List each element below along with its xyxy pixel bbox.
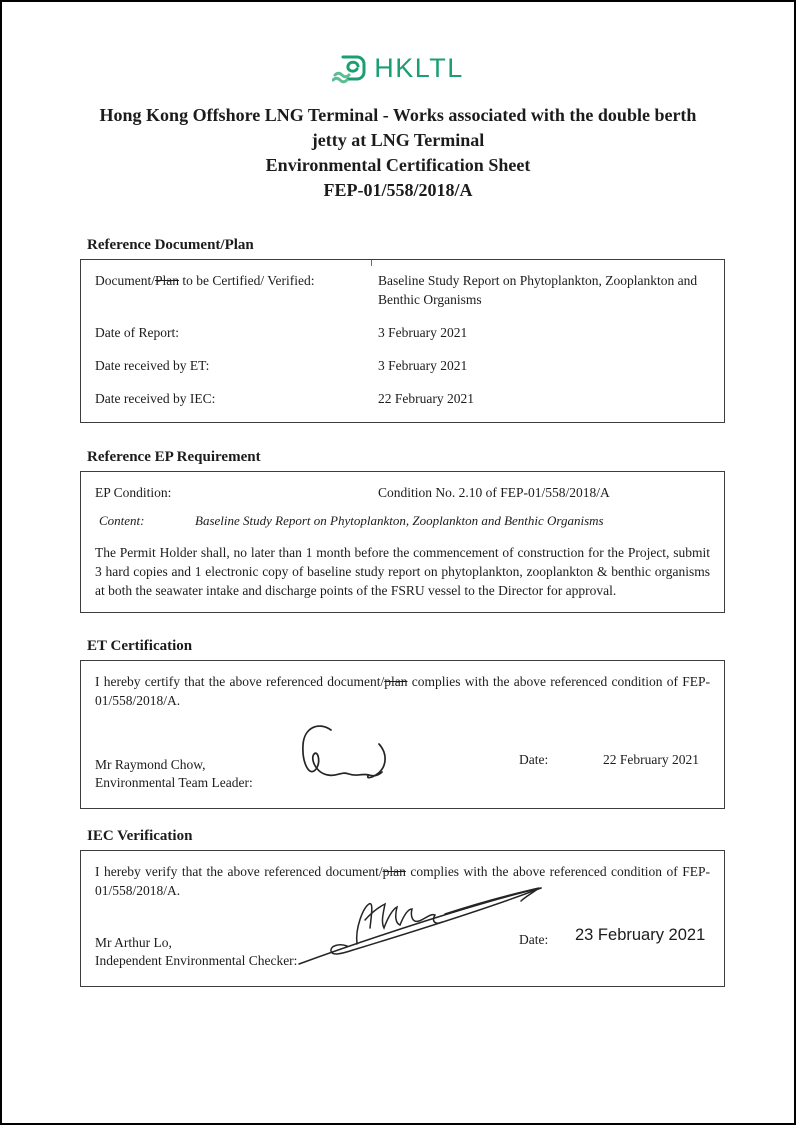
hkltl-leaf-wave-icon xyxy=(332,52,368,84)
et-statement-struck: plan xyxy=(384,674,408,689)
table-row-date-of-report xyxy=(95,323,710,342)
et-signatory-title: Environmental Team Leader: xyxy=(95,775,253,790)
iec-date-label: Date: xyxy=(519,932,549,947)
document-label xyxy=(95,271,378,309)
iec-statement-prefix: I hereby verify that the above referenced document/ xyxy=(95,864,383,879)
iec-signatory-title: Independent Environmental Checker: xyxy=(95,953,298,968)
reference-document-table xyxy=(80,259,725,423)
logo-row xyxy=(2,2,794,89)
table-row-document xyxy=(95,271,710,309)
et-certification-box xyxy=(80,660,725,809)
et-statement-prefix: I hereby certify that the above referenced document/ xyxy=(95,674,385,689)
content-value: Baseline Study Report on Phytoplankton, Zooplankton and Benthic Organisms xyxy=(195,513,604,528)
table-row-date-received-et xyxy=(95,356,710,375)
hkltl-logo-text: HKLTL xyxy=(374,52,464,83)
et-signatory xyxy=(95,756,253,792)
et-signature-image xyxy=(271,720,396,794)
et-date-label: Date: xyxy=(519,752,549,767)
content-row xyxy=(95,511,710,530)
document-title-line-1: Hong Kong Offshore LNG Terminal - Works associated with the double berth xyxy=(99,105,697,125)
date-of-report-label: Date of Report: xyxy=(95,325,179,340)
section-heading-reference-document: Reference Document/Plan xyxy=(87,237,254,253)
section-heading-iec-verification: IEC Verification xyxy=(87,828,193,844)
et-certification-statement xyxy=(95,672,710,710)
date-received-iec-label: Date received by IEC: xyxy=(95,391,216,406)
iec-signatory-name: Mr Arthur Lo, xyxy=(95,935,172,950)
ep-requirement-description: The Permit Holder shall, no later than 1 month before the commencement of construction for the Project, submit 3 hard copies and 1 electronic copy of baseline study report on phytoplankton, zooplankton & benthic organisms at both the seawater intake and discharge points of the FSRU vessel to the Director for approval. xyxy=(95,545,710,598)
iec-signatory xyxy=(95,934,297,970)
document-title-line-2: jetty at LNG Terminal xyxy=(311,130,485,150)
document-label-prefix: Document/ xyxy=(95,273,155,288)
table-row-date-received-iec xyxy=(95,389,710,408)
et-date-value: 22 February 2021 xyxy=(603,752,699,767)
document-title-line-3: Environmental Certification Sheet xyxy=(265,155,531,175)
et-statement-suffix: complies with the above referenced condition of FEP-01/558/2018/A. xyxy=(95,674,710,708)
date-received-iec-value: 22 February 2021 xyxy=(378,391,474,406)
date-received-et-value: 3 February 2021 xyxy=(378,358,468,373)
document-value: Baseline Study Report on Phytoplankton, Zooplankton and Benthic Organisms xyxy=(378,273,698,307)
iec-signature-image xyxy=(295,870,545,970)
et-signature-row xyxy=(95,718,710,796)
hkltl-logo xyxy=(332,52,464,84)
iec-statement-suffix: complies with the above referenced condition of FEP-01/558/2018/A. xyxy=(95,864,710,898)
iec-verification-box xyxy=(80,850,725,987)
section-heading-et-certification: ET Certification xyxy=(87,638,193,654)
ep-condition-row xyxy=(95,483,710,502)
ep-requirement-box xyxy=(80,471,725,613)
document-label-suffix: to be Certified/ Verified: xyxy=(179,273,315,288)
et-signatory-name: Mr Raymond Chow, xyxy=(95,757,206,772)
iec-statement-struck: plan xyxy=(382,864,406,879)
iec-signature-row xyxy=(95,902,710,974)
date-received-et-label: Date received by ET: xyxy=(95,358,210,373)
section-heading-ep-requirement: Reference EP Requirement xyxy=(87,449,261,465)
iec-date-value: 23 February 2021 xyxy=(575,926,706,944)
document-title-line-4: FEP-01/558/2018/A xyxy=(323,180,473,200)
column-divider-tick xyxy=(371,260,372,266)
document-label-struck: Plan xyxy=(155,273,180,288)
ep-condition-value: Condition No. 2.10 of FEP-01/558/2018/A xyxy=(378,485,610,500)
document-title xyxy=(2,103,794,203)
ep-condition-label: EP Condition: xyxy=(95,485,172,500)
date-of-report-value: 3 February 2021 xyxy=(378,325,468,340)
content-label: Content: xyxy=(99,513,145,528)
